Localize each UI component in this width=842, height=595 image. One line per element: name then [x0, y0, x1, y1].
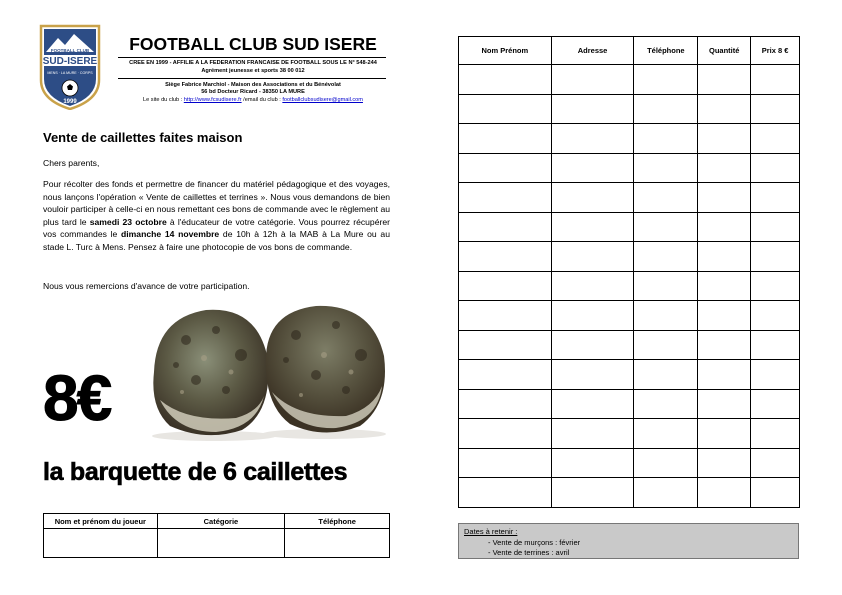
order-row	[459, 242, 800, 272]
order-name-cell[interactable]	[459, 301, 552, 331]
order-row	[459, 478, 800, 508]
order-name-cell[interactable]	[459, 330, 552, 360]
order-row	[459, 94, 800, 124]
order-price-cell[interactable]	[751, 153, 800, 183]
order-price-cell[interactable]	[751, 301, 800, 331]
price: 8€	[43, 362, 111, 434]
player-name-header: Nom et prénom du joueur	[44, 514, 158, 529]
order-name-cell[interactable]	[459, 478, 552, 508]
body-part-2: à l'éducateur de votre catégorie. Vous pourrez récupérer vos commandes le	[43, 216, 390, 240]
order-name-cell[interactable]	[459, 242, 552, 272]
order-address-cell[interactable]	[551, 360, 634, 390]
sale-heading: Vente de caillettes faites maison	[43, 130, 243, 145]
order-price-header: Prix 8 €	[751, 37, 800, 65]
order-price-cell[interactable]	[751, 330, 800, 360]
order-address-cell[interactable]	[551, 242, 634, 272]
order-row	[459, 330, 800, 360]
club-title: FOOTBALL CLUB SUD ISERE	[129, 34, 377, 54]
order-name-cell[interactable]	[459, 448, 552, 478]
phone-cell[interactable]	[285, 529, 390, 558]
order-phone-cell[interactable]	[634, 124, 698, 154]
logo-name: SUD-ISERE	[42, 56, 98, 67]
order-price-cell[interactable]	[751, 212, 800, 242]
category-header: Catégorie	[157, 514, 285, 529]
order-quantity-cell[interactable]	[698, 301, 751, 331]
order-quantity-cell[interactable]	[698, 360, 751, 390]
order-table	[458, 36, 800, 508]
order-quantity-header: Quantité	[698, 37, 751, 65]
order-price-cell[interactable]	[751, 124, 800, 154]
affiliation-text: CREE EN 1999 - AFFILIE A LA FEDERATION FRANCAISE DE FOOTBALL SOUS LE N° 548-244	[129, 60, 377, 66]
order-name-cell[interactable]	[459, 212, 552, 242]
order-address-cell[interactable]	[551, 183, 634, 213]
order-quantity-cell[interactable]	[698, 389, 751, 419]
order-address-cell[interactable]	[551, 448, 634, 478]
club-logo	[38, 22, 102, 110]
player-table-header-row	[44, 514, 390, 529]
pickup-date: dimanche 14 novembre	[121, 229, 220, 240]
order-row	[459, 65, 800, 95]
order-phone-cell[interactable]	[634, 419, 698, 449]
order-row	[459, 271, 800, 301]
player-table	[43, 513, 390, 558]
body-part-3: de 10h à 12h à la MAB à La Mure ou au stade L. Turc à Mens. Pensez à faire une photocopie de vos bons de commande.	[43, 229, 390, 252]
caillettes-photo	[146, 300, 396, 445]
order-phone-cell[interactable]	[634, 448, 698, 478]
dates-box	[458, 523, 799, 559]
order-address-cell[interactable]	[551, 301, 634, 331]
contact-line	[118, 97, 388, 103]
order-address-cell[interactable]	[551, 419, 634, 449]
order-row	[459, 183, 800, 213]
order-quantity-cell[interactable]	[698, 478, 751, 508]
order-table-body	[459, 65, 800, 508]
order-address-cell[interactable]	[551, 478, 634, 508]
order-phone-cell[interactable]	[634, 65, 698, 95]
phone-header: Téléphone	[285, 514, 390, 529]
order-quantity-cell[interactable]	[698, 419, 751, 449]
order-address-cell[interactable]	[551, 389, 634, 419]
order-row	[459, 301, 800, 331]
body-part-1: Pour récolter des fonds et permettre de financer du matériel pédagogique et des voyages, nous lançons l'opération « Vente de caillettes et terrines ». Nous vous demandons de bien vouloir participer à celle-ci en nous remettant ces bons de commande avec le règlement au plus tard le	[43, 179, 390, 227]
order-phone-cell[interactable]	[634, 389, 698, 419]
order-row	[459, 153, 800, 183]
order-quantity-cell[interactable]	[698, 448, 751, 478]
logo-places: MENS · LA MURE · CORPS	[47, 71, 93, 75]
order-name-cell[interactable]	[459, 65, 552, 95]
order-name-cell[interactable]	[459, 389, 552, 419]
email-link[interactable]: footballclubsudisere@gmail.com	[282, 97, 363, 103]
order-phone-cell[interactable]	[634, 271, 698, 301]
player-table-row	[44, 529, 390, 558]
order-address-cell[interactable]	[551, 65, 634, 95]
order-row	[459, 360, 800, 390]
body-paragraph	[43, 178, 390, 254]
player-name-cell[interactable]	[44, 529, 158, 558]
order-phone-header: Téléphone	[634, 37, 698, 65]
greeting: Chers parents,	[43, 158, 100, 168]
order-price-cell[interactable]	[751, 183, 800, 213]
order-quantity-cell[interactable]	[698, 124, 751, 154]
agreement-text: Agrément jeunesse et sports 38 00 012	[201, 68, 305, 74]
order-name-cell[interactable]	[459, 94, 552, 124]
logo-year: 1999	[63, 99, 77, 105]
order-address-cell[interactable]	[551, 94, 634, 124]
order-name-cell[interactable]	[459, 419, 552, 449]
order-phone-cell[interactable]	[634, 183, 698, 213]
order-address-cell[interactable]	[551, 330, 634, 360]
tray-description: la barquette de 6 caillettes	[43, 458, 348, 486]
order-name-cell[interactable]	[459, 153, 552, 183]
order-quantity-cell[interactable]	[698, 271, 751, 301]
order-phone-cell[interactable]	[634, 360, 698, 390]
order-phone-cell[interactable]	[634, 153, 698, 183]
order-price-cell[interactable]	[751, 65, 800, 95]
order-price-cell[interactable]	[751, 419, 800, 449]
order-quantity-cell[interactable]	[698, 212, 751, 242]
order-phone-cell[interactable]	[634, 330, 698, 360]
title-divider	[118, 57, 386, 58]
order-row	[459, 124, 800, 154]
order-address-cell[interactable]	[551, 124, 634, 154]
order-phone-cell[interactable]	[634, 212, 698, 242]
logo-top-text: FOOTBALL CLUB	[50, 48, 90, 53]
order-price-cell[interactable]	[751, 94, 800, 124]
order-price-cell[interactable]	[751, 389, 800, 419]
header-divider	[118, 78, 386, 79]
order-quantity-cell[interactable]	[698, 94, 751, 124]
order-name-header: Nom Prénom	[459, 37, 552, 65]
order-price-cell[interactable]	[751, 360, 800, 390]
order-price-cell[interactable]	[751, 478, 800, 508]
order-quantity-cell[interactable]	[698, 330, 751, 360]
order-name-cell[interactable]	[459, 124, 552, 154]
order-quantity-cell[interactable]	[698, 183, 751, 213]
order-address-cell[interactable]	[551, 271, 634, 301]
dates-title: Dates à retenir :	[464, 527, 518, 536]
thanks-text: Nous vous remercions d'avance de votre participation.	[43, 281, 250, 291]
deadline-date: samedi 23 octobre	[89, 216, 167, 227]
order-quantity-cell[interactable]	[698, 65, 751, 95]
siege-text: Siège Fabrice Marchiol - Maison des Associations et du Bénévolat	[165, 82, 341, 88]
date-item: - Vente de murçons : février	[488, 537, 581, 547]
date-item: - Vente de terrines : avril	[488, 548, 570, 557]
order-phone-cell[interactable]	[634, 242, 698, 272]
site-link[interactable]: http://www.fcsudisere.fr	[183, 97, 242, 103]
order-phone-cell[interactable]	[634, 301, 698, 331]
site-label: Le site du club :	[143, 97, 184, 103]
order-address-header: Adresse	[551, 37, 634, 65]
order-quantity-cell[interactable]	[698, 242, 751, 272]
order-row	[459, 419, 800, 449]
order-name-cell[interactable]	[459, 360, 552, 390]
email-label: /email du club :	[241, 97, 283, 103]
order-row	[459, 389, 800, 419]
order-address-cell[interactable]	[551, 153, 634, 183]
order-row	[459, 212, 800, 242]
order-name-cell[interactable]	[459, 183, 552, 213]
order-row	[459, 448, 800, 478]
order-phone-cell[interactable]	[634, 478, 698, 508]
order-price-cell[interactable]	[751, 242, 800, 272]
order-table-header-row	[459, 37, 800, 65]
order-name-cell[interactable]	[459, 271, 552, 301]
category-cell[interactable]	[157, 529, 285, 558]
address-text: 56 bd Docteur Ricard - 38350 LA MURE	[201, 89, 305, 95]
order-address-cell[interactable]	[551, 212, 634, 242]
order-price-cell[interactable]	[751, 448, 800, 478]
order-price-cell[interactable]	[751, 271, 800, 301]
order-quantity-cell[interactable]	[698, 153, 751, 183]
order-phone-cell[interactable]	[634, 94, 698, 124]
